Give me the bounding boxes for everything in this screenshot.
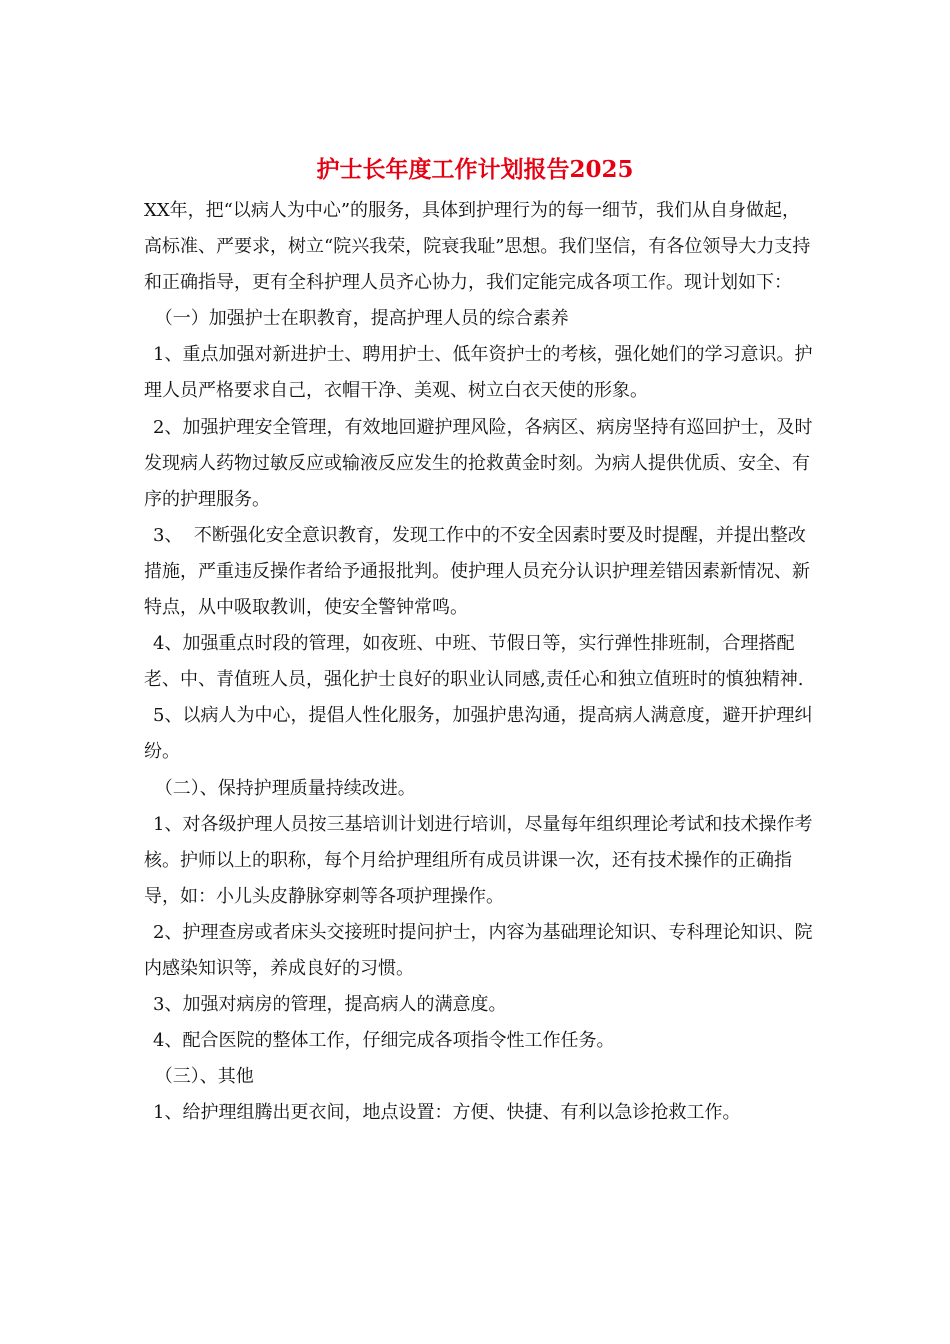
section-2-item-2: 2、护理查房或者床头交接班时提问护士，内容为基础理论知识、专科理论知识、院内感染知识等，养成良好的习惯。 [144, 921, 813, 979]
section-1-item-5: 5、以病人为中心，提倡人性化服务，加强护患沟通，提高病人满意度，避开护理纠纷。 [144, 705, 813, 763]
section-3-item-1: 1、给护理组腾出更衣间，地点设置：方便、快捷、有利以急诊抢救工作。 [153, 1102, 741, 1124]
section-2-item-1: 1、对各级护理人员按三基培训计划进行培训，尽量每年组织理论考试和技术操作考核。护师以上的职称，每个月给护理组所有成员讲课一次，还有技术操作的正确指导，如：小儿头皮静脉穿刺等各项护理操作。 [144, 813, 813, 907]
section-2-item-3: 3、加强对病房的管理，提高病人的满意度。 [153, 994, 507, 1016]
intro-paragraph: XX年，把“以病人为中心”的服务，具体到护理行为的每一细节，我们从自身做起，高标准、严要求，树立“院兴我荣，院衰我耻”思想。我们坚信，有各位领导大力支持和正确指导，更有全科护理人员齐心协力，我们定能完成各项工作。现计划如下： [144, 200, 811, 294]
section-1-item-1: 1、重点加强对新进护士、聘用护士、低年资护士的考核，强化她们的学习意识。护理人员严格要求自己，衣帽干净、美观、树立白衣天使的形象。 [144, 344, 813, 402]
section-1-item-2: 2、加强护理安全管理，有效地回避护理风险，各病区、病房坚持有巡回护士，及时发现病人药物过敏反应或输液反应发生的抢救黄金时刻。为病人提供优质、安全、有序的护理服务。 [144, 416, 813, 510]
section-1-item-4: 4、加强重点时段的管理，如夜班、中班、节假日等，实行弹性排班制，合理搭配老、中、青值班人员，强化护士良好的职业认同感,责任心和独立值班时的慎独精神. [144, 633, 804, 691]
document-title: 护士长年度工作计划报告2025 [316, 156, 634, 183]
document-body [144, 193, 814, 1131]
section-heading-1: （一）加强护士在职教育，提高护理人员的综合素养 [154, 308, 569, 330]
section-heading-3: （三）、其他 [154, 1066, 254, 1088]
section-1-item-3: 3、 不断强化安全意识教育，发现工作中的不安全因素时要及时提醒，并提出整改措施，严重违反操作者给予通报批判。使护理人员充分认识护理差错因素新情况、新特点，从中吸取教训，使安全警钟常鸣。 [144, 524, 810, 619]
section-2-item-4: 4、配合医院的整体工作，仔细完成各项指令性工作任务。 [153, 1030, 615, 1052]
section-heading-2: （二）、保持护理质量持续改进。 [154, 777, 416, 799]
